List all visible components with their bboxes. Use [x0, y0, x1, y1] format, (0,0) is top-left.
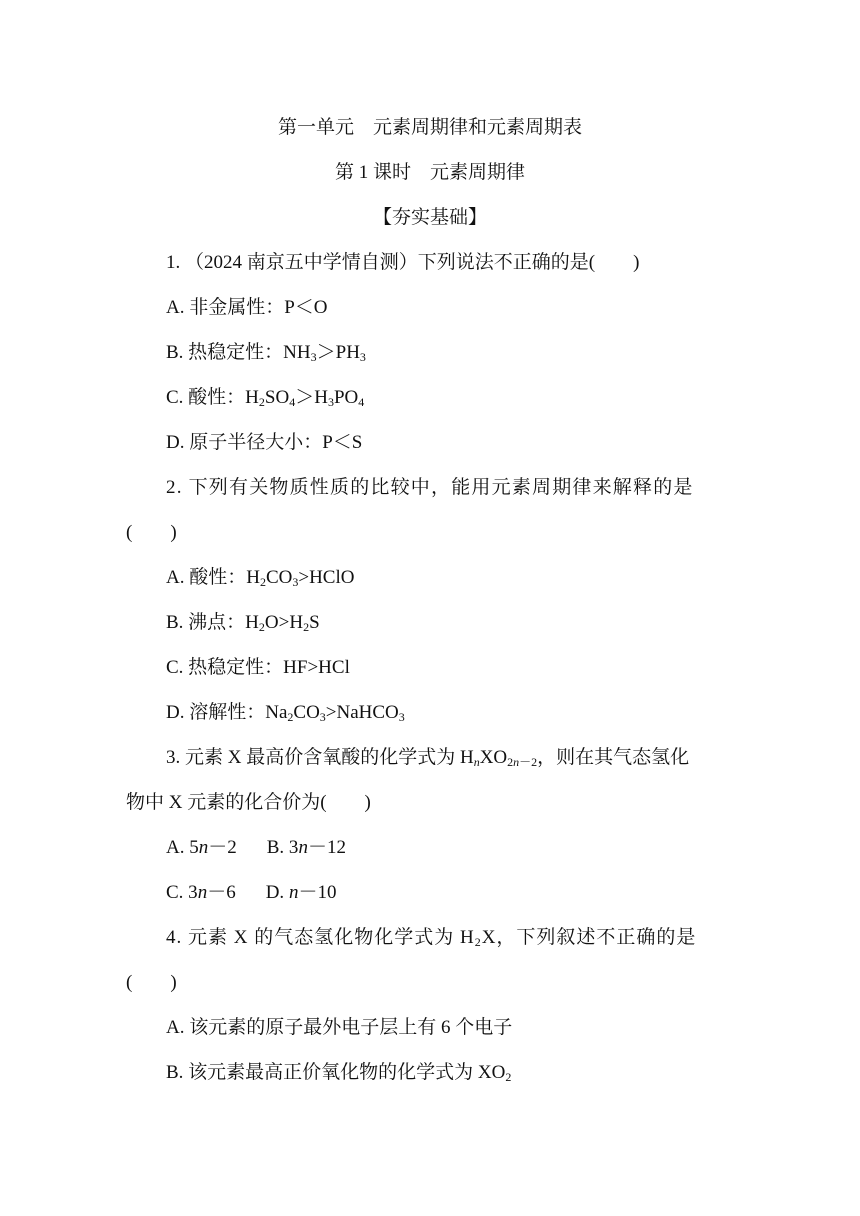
question-2-option-b: B. 沸点：$H_2O>H_2S$ [166, 612, 320, 634]
question-3-stem-cont: 物中 X 元素的化合价为( ) [126, 792, 371, 813]
question-1-option-c: C. 酸性：$H_2SO_4>H_3PO_4$ [166, 387, 365, 409]
question-3-option-b: B. 3n－12 [266, 837, 346, 858]
question-3-options-cd [166, 881, 336, 905]
section-title: 【夯实基础】 [372, 207, 487, 228]
question-4-stem-cont: ( ) [126, 972, 177, 993]
question-2-option-a: A. 酸性：$H_2CO_3>HClO$ [166, 567, 355, 589]
question-3-option-d: D. n－10 [265, 882, 337, 903]
question-3-options-ab [166, 836, 346, 860]
question-1-stem: 1. （2024 南京五中学情自测）下列说法不正确的是( ) [166, 252, 640, 273]
question-2-stem: 2. 下列有关物质性质的比较中，能用元素周期律来解释的是 [166, 477, 694, 498]
question-4-option-a: A. 该元素的原子最外电子层上有 6 个电子 [166, 1017, 513, 1038]
question-1-option-a: A. 非金属性：P＜O [166, 297, 328, 318]
unit-title: 第一单元 元素周期律和元素周期表 [277, 117, 582, 138]
question-2-option-c: C. 热稳定性：HF>HCl [166, 657, 350, 678]
question-2-stem-cont: ( ) [126, 522, 177, 543]
question-3-stem: 3. 元素 X 最高价含氧酸的化学式为 $H_nXO_{2n-2}$，则在其气态氢化 [166, 747, 690, 769]
question-1-option-b: B. 热稳定性：$NH_3>PH_3$ [166, 342, 366, 364]
question-4-stem: 4. 元素 X 的气态氢化物化学式为 $H_2X$，下列叙述不正确的是 [166, 927, 697, 949]
question-3-option-c: C. 3n－6 [166, 882, 236, 903]
question-3-option-a: A. 5n－2 [166, 837, 237, 858]
question-1-option-d: D. 原子半径大小：P＜S [166, 432, 363, 453]
lesson-title: 第 1 课时 元素周期律 [334, 162, 525, 183]
question-2-option-d: D. 溶解性：$Na_2CO_3>NaHCO_3$ [166, 702, 405, 724]
question-4-option-b: B. 该元素最高正价氧化物的化学式为 $XO_2$ [166, 1062, 512, 1084]
